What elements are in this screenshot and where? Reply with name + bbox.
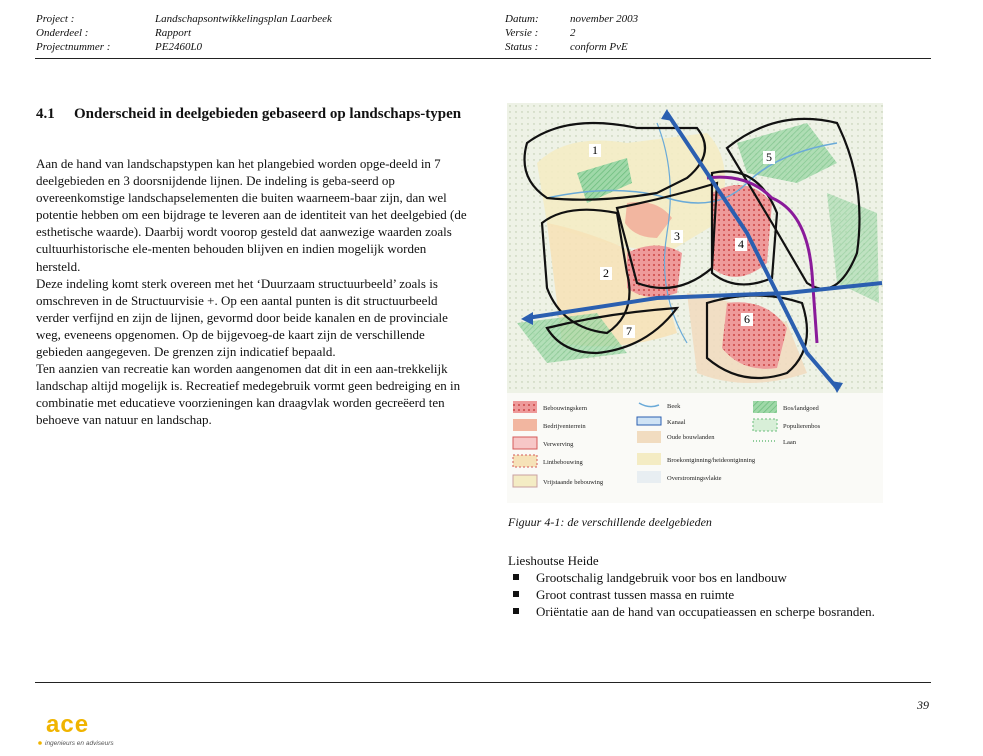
legend-item: Vrijstaande bebouwing bbox=[543, 479, 604, 486]
legend-item: Populierenbos bbox=[783, 423, 821, 430]
lieshout-bullets bbox=[508, 569, 948, 620]
figure-caption: Figuur 4-1: de verschillende deelgebieden bbox=[508, 515, 712, 529]
legend-swatch bbox=[637, 417, 661, 425]
paragraph: Aan de hand van landschapstypen kan het plangebied worden opge-deeld in 7 deelgebieden en 3 doorsnijdende lijnen. De indeling is geba-seerd op overeenkomstige landschapselementen die buiten waarneem-baar zijn, dan wel potentie hebben om een bijdrage te leveren aan de identiteit van het deelgebied (de esthetische waarde). Daarbij wordt voorop gesteld dat aanwezige waarden zoals cultuurhistorische ele-menten behouden blijven en indien mogelijk worden hersteld. bbox=[36, 156, 467, 274]
area-label-7: 7 bbox=[626, 324, 632, 338]
logo-text: ace bbox=[46, 712, 90, 738]
page-number: 39 bbox=[917, 698, 929, 712]
onderdeel-value: Rapport bbox=[155, 27, 192, 39]
logo-tagline: ingenieurs en adviseurs bbox=[45, 740, 114, 747]
legend-swatch bbox=[513, 437, 537, 449]
legend-swatch bbox=[637, 453, 661, 465]
legend-item: Beek bbox=[667, 403, 681, 410]
area-label-1: 1 bbox=[592, 143, 598, 157]
header-right bbox=[505, 12, 539, 54]
list-item bbox=[508, 603, 948, 620]
map-graphic bbox=[507, 103, 883, 503]
header-label: Datum: bbox=[505, 13, 539, 25]
legend-item: Overstromingsvlakte bbox=[667, 475, 722, 482]
legend-item: Kanaal bbox=[667, 419, 686, 426]
legend-swatch bbox=[513, 455, 537, 467]
section-heading bbox=[36, 105, 466, 123]
section-number: 4.1 bbox=[36, 106, 55, 122]
legend-swatch bbox=[753, 419, 777, 431]
map-legend bbox=[507, 396, 883, 503]
bullet-text: Grootschalig landgebruik voor bos en landbouw bbox=[536, 570, 787, 585]
header-label: Projectnummer : bbox=[36, 41, 111, 53]
paragraph: Ten aanzien van recreatie kan worden aangenomen dat dit in een aan-trekkelijk landschap altijd mogelijk is. Recreatief medegebruik vormt geen bedreiging en in combinatie met educatieve voorzieningen kan draagvlak worden gecreëerd ten behoeve van natuur en landschap. bbox=[36, 361, 461, 428]
section-body bbox=[36, 155, 468, 429]
logo-graphic bbox=[36, 712, 126, 748]
header-right-values bbox=[570, 12, 638, 54]
legend-swatch bbox=[513, 475, 537, 487]
header-label: Project : bbox=[36, 13, 75, 25]
datum-value: november 2003 bbox=[570, 13, 639, 25]
header-label: Versie : bbox=[505, 27, 539, 39]
legend-swatch bbox=[637, 431, 661, 443]
legend-item: Bos/landgoed bbox=[783, 405, 819, 412]
bullet-text: Oriëntatie aan de hand van occupatieassen en scherpe bosranden. bbox=[536, 604, 875, 619]
bullet-icon bbox=[513, 608, 519, 614]
project-value: Landschapsontwikkelingsplan Laarbeek bbox=[155, 13, 332, 25]
bullet-icon bbox=[513, 574, 519, 580]
bullet-text: Groot contrast tussen massa en ruimte bbox=[536, 587, 735, 602]
legend-item: Laan bbox=[783, 439, 796, 446]
lieshout-section bbox=[508, 552, 948, 620]
header-divider bbox=[35, 58, 931, 59]
area-label-4: 4 bbox=[738, 237, 744, 251]
legend-item: Bedrijventerrein bbox=[543, 423, 586, 430]
area-label-3: 3 bbox=[674, 229, 680, 243]
paragraph: Deze indeling komt sterk overeen met het ‘Duurzaam structuurbeeld’ zoals is omschreven in de Structuurvisie +. Op een aantal punten is dit structuurbeeld verder verfijnd en zijn de lijnen, gevormd door beide kanalen en de provinciale weg, eveneens opgenomen. Op de bijgevoeg-de kaart zijn de verschillende gebieden aangegeven. De grenzen zijn indicatief bepaald. bbox=[36, 275, 448, 360]
list-item bbox=[508, 569, 948, 586]
header-left bbox=[36, 12, 110, 54]
area-label-2: 2 bbox=[603, 266, 609, 280]
legend-swatch bbox=[513, 419, 537, 431]
urban-area bbox=[627, 246, 682, 298]
legend-item: Lintbebouwing bbox=[543, 459, 583, 466]
legend-item: Verwerving bbox=[543, 441, 574, 448]
versie-value: 2 bbox=[570, 27, 576, 39]
header-label: Onderdeel : bbox=[36, 27, 89, 39]
status-value: conform PvE bbox=[570, 41, 628, 53]
legend-swatch bbox=[637, 471, 661, 483]
list-item bbox=[508, 586, 948, 603]
lieshout-title: Lieshoutse Heide bbox=[508, 553, 599, 568]
landscape-map bbox=[507, 103, 883, 503]
legend-swatch bbox=[753, 401, 777, 413]
area-label-5: 5 bbox=[766, 150, 772, 164]
projectnummer-value: PE2460L0 bbox=[155, 41, 203, 53]
area-label-6: 6 bbox=[744, 312, 750, 326]
header-left-values bbox=[155, 12, 332, 54]
legend-item: Broekontginning/heideontginning bbox=[667, 457, 756, 464]
footer-divider bbox=[35, 682, 931, 683]
header-label: Status : bbox=[505, 41, 539, 53]
bullet-icon bbox=[513, 591, 519, 597]
legend-item: Oude bouwlanden bbox=[667, 434, 715, 441]
legend-swatch bbox=[513, 401, 537, 413]
ace-logo bbox=[36, 712, 126, 748]
legend-item: Bebouwingskern bbox=[543, 405, 588, 412]
section-title: Onderscheid in deelgebieden gebaseerd op landschaps-typen bbox=[74, 106, 462, 122]
